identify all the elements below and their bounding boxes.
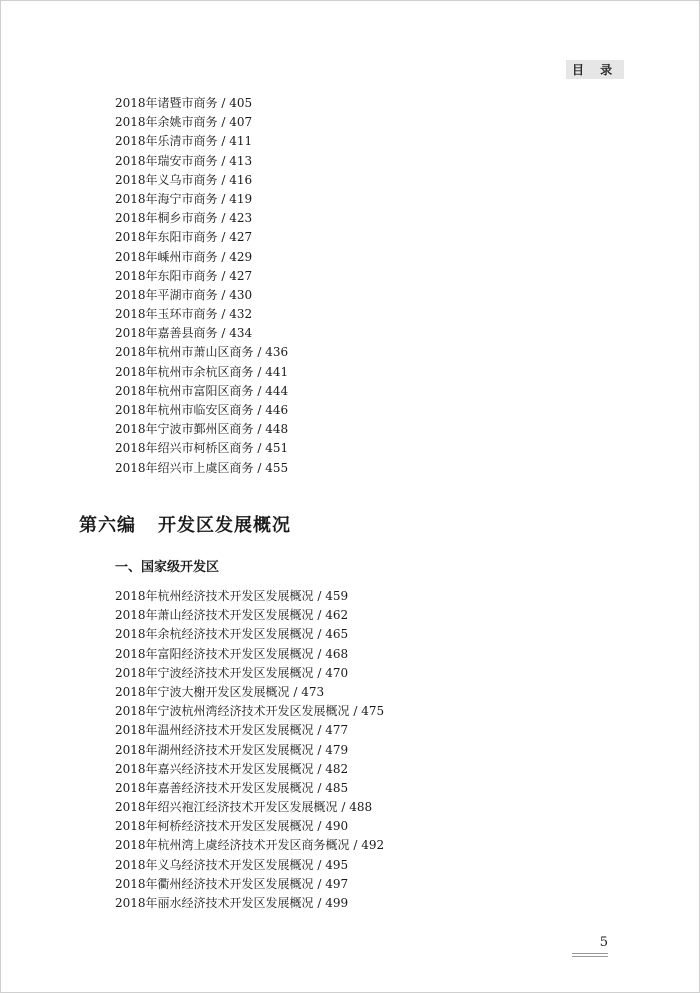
toc-entry[interactable]: 2018年萧山经济技术开发区发展概况 / 462	[115, 608, 349, 623]
toc-entry[interactable]: 2018年杭州市余杭区商务 / 441	[115, 364, 289, 379]
toc-entry[interactable]: 2018年绍兴市柯桥区商务 / 451	[115, 441, 289, 456]
toc-entry[interactable]: 2018年丽水经济技术开发区发展概况 / 499	[115, 896, 349, 910]
section-header-tag: 目 录	[566, 60, 624, 79]
toc-entry[interactable]: 2018年杭州市萧山区商务 / 436	[115, 345, 289, 360]
toc-entry[interactable]: 2018年嘉善经济技术开发区发展概况 / 485	[115, 780, 349, 795]
toc-entry[interactable]: 2018年桐乡市商务 / 423	[115, 211, 253, 226]
toc-entry[interactable]: 2018年嘉兴经济技术开发区发展概况 / 482	[115, 761, 349, 776]
page-number-rule	[572, 953, 608, 957]
toc-entry[interactable]: 2018年平湖市商务 / 430	[115, 287, 253, 302]
toc-entry[interactable]: 2018年宁波杭州湾经济技术开发区发展概况 / 475	[115, 704, 385, 719]
toc-entry[interactable]: 2018年义乌市商务 / 416	[115, 172, 253, 187]
toc-entry[interactable]: 2018年余姚市商务 / 407	[115, 115, 253, 130]
page-number: 5	[599, 935, 608, 950]
toc-entry[interactable]: 2018年湖州经济技术开发区发展概况 / 479	[115, 742, 349, 757]
toc-entry[interactable]: 2018年富阳经济技术开发区发展概况 / 468	[115, 646, 349, 661]
toc-entry[interactable]: 2018年瑞安市商务 / 413	[115, 153, 253, 168]
toc-entry[interactable]: 2018年东阳市商务 / 427	[115, 230, 253, 245]
toc-entry[interactable]: 2018年宁波市鄞州区商务 / 448	[115, 422, 289, 437]
toc-entry[interactable]: 2018年东阳市商务 / 427	[115, 268, 253, 283]
toc-entry[interactable]: 2018年嵊州市商务 / 429	[115, 249, 253, 264]
toc-entry[interactable]: 2018年杭州湾上虞经济技术开发区商务概况 / 492	[115, 838, 385, 853]
toc-entry[interactable]: 2018年杭州市富阳区商务 / 444	[115, 383, 289, 398]
toc-entry[interactable]: 2018年余杭经济技术开发区发展概况 / 465	[115, 627, 349, 642]
toc-entry[interactable]: 2018年温州经济技术开发区发展概况 / 477	[115, 723, 349, 738]
toc-list-development-zones	[115, 587, 384, 913]
toc-entry[interactable]: 2018年宁波大榭开发区发展概况 / 473	[115, 684, 325, 699]
part-name: 开发区发展概况	[158, 515, 291, 536]
toc-entry[interactable]: 2018年杭州经济技术开发区发展概况 / 459	[115, 589, 349, 603]
toc-list-city-commerce	[115, 94, 288, 478]
section-title: 一、国家级开发区	[115, 560, 220, 575]
toc-entry[interactable]: 2018年嘉善县商务 / 434	[115, 326, 253, 341]
part-title	[79, 511, 291, 537]
toc-entry[interactable]: 2018年绍兴市上虞区商务 / 455	[115, 460, 289, 475]
toc-entry[interactable]: 2018年诸暨市商务 / 405	[115, 96, 253, 110]
toc-entry[interactable]: 2018年玉环市商务 / 432	[115, 307, 253, 322]
toc-entry[interactable]: 2018年宁波经济技术开发区发展概况 / 470	[115, 665, 349, 680]
toc-entry[interactable]: 2018年义乌经济技术开发区发展概况 / 495	[115, 857, 349, 872]
toc-entry[interactable]: 2018年柯桥经济技术开发区发展概况 / 490	[115, 819, 349, 834]
toc-entry[interactable]: 2018年海宁市商务 / 419	[115, 191, 253, 206]
toc-entry[interactable]: 2018年杭州市临安区商务 / 446	[115, 403, 289, 417]
toc-entry[interactable]: 2018年乐清市商务 / 411	[115, 134, 253, 149]
toc-entry[interactable]: 2018年绍兴袍江经济技术开发区发展概况 / 488	[115, 800, 373, 815]
part-number: 第六编	[79, 515, 136, 536]
toc-entry[interactable]: 2018年衢州经济技术开发区发展概况 / 497	[115, 876, 349, 891]
